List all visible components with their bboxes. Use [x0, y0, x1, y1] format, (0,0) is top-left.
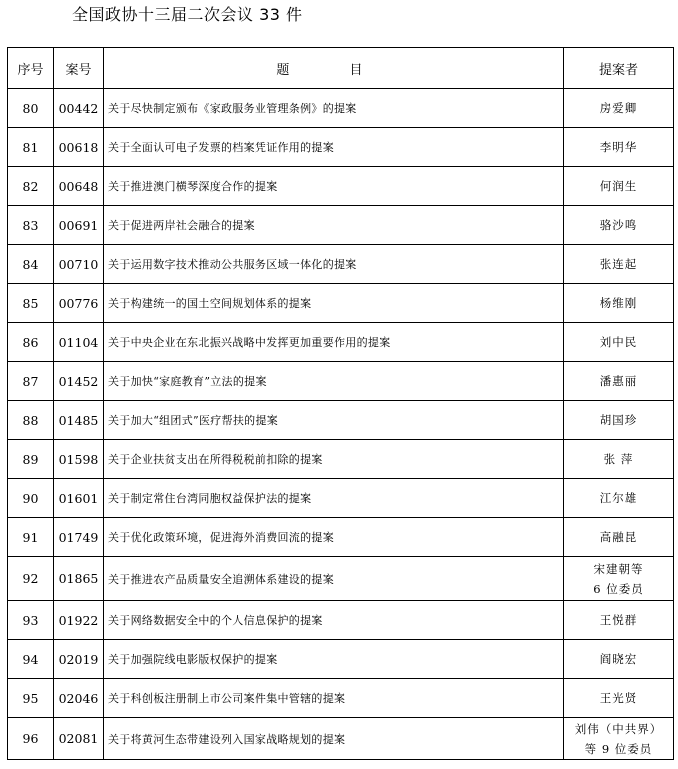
page-title: 全国政协十三届二次会议 33 件	[72, 5, 303, 24]
proposals-table	[7, 47, 674, 760]
table-row	[8, 601, 674, 640]
row-case-no: 00648	[54, 167, 104, 206]
row-seq: 80	[8, 89, 54, 128]
row-case-no: 00776	[54, 284, 104, 323]
row-proposer	[564, 557, 674, 601]
row-topic: 关于网络数据安全中的个人信息保护的提案	[104, 601, 564, 640]
row-topic: 关于促进两岸社会融合的提案	[104, 206, 564, 245]
row-case-no: 01749	[54, 518, 104, 557]
table-header-row	[8, 48, 674, 89]
row-proposer	[564, 718, 674, 760]
row-proposer	[564, 518, 674, 557]
row-seq: 96	[8, 718, 54, 760]
row-case-no: 00710	[54, 245, 104, 284]
row-proposer-name: 骆沙鸣	[599, 218, 638, 232]
row-proposer-name: 何润生	[599, 179, 638, 193]
row-proposer-name: 江尔雄	[599, 491, 638, 505]
row-proposer-name: 王光贤	[599, 691, 638, 705]
row-topic: 关于制定常住台湾同胞权益保护法的提案	[104, 479, 564, 518]
row-proposer-name: 阎晓宏	[599, 652, 638, 666]
row-case-no: 01865	[54, 557, 104, 601]
row-seq: 83	[8, 206, 54, 245]
row-proposer-name: 潘惠丽	[599, 374, 638, 388]
row-proposer-name: 房爱卿	[599, 101, 638, 115]
row-proposer	[564, 640, 674, 679]
row-case-no: 01598	[54, 440, 104, 479]
row-topic: 关于运用数字技术推动公共服务区域一体化的提案	[104, 245, 564, 284]
row-proposer	[564, 401, 674, 440]
row-proposer	[564, 440, 674, 479]
row-seq: 89	[8, 440, 54, 479]
row-seq: 90	[8, 479, 54, 518]
row-case-no: 01104	[54, 323, 104, 362]
row-topic: 关于将黄河生态带建设列入国家战略规划的提案	[104, 718, 564, 760]
row-topic: 关于推进澳门横琴深度合作的提案	[104, 167, 564, 206]
row-proposer	[564, 362, 674, 401]
row-case-no: 01922	[54, 601, 104, 640]
row-case-no: 01485	[54, 401, 104, 440]
row-proposer	[564, 323, 674, 362]
table-row	[8, 401, 674, 440]
table-row	[8, 679, 674, 718]
row-proposer-count: 等 9 位委员	[584, 741, 653, 756]
table-row	[8, 362, 674, 401]
row-case-no: 00442	[54, 89, 104, 128]
row-seq: 92	[8, 557, 54, 601]
row-case-no: 00691	[54, 206, 104, 245]
row-proposer	[564, 206, 674, 245]
table-row	[8, 718, 674, 760]
row-seq: 84	[8, 245, 54, 284]
row-proposer-name: 宋建朝等	[593, 561, 644, 576]
header-topic-label: 题 目	[276, 62, 391, 78]
table-row	[8, 167, 674, 206]
row-proposer-name: 胡国珍	[599, 413, 638, 427]
header-proposer: 提案者	[564, 48, 674, 89]
row-topic: 关于推进农产品质量安全追溯体系建设的提案	[104, 557, 564, 601]
row-seq: 88	[8, 401, 54, 440]
table-row	[8, 128, 674, 167]
table-row	[8, 557, 674, 601]
row-topic: 关于中央企业在东北振兴战略中发挥更加重要作用的提案	[104, 323, 564, 362]
header-seq: 序号	[8, 48, 54, 89]
row-seq: 94	[8, 640, 54, 679]
header-case-no: 案号	[54, 48, 104, 89]
row-proposer	[564, 679, 674, 718]
row-case-no: 01601	[54, 479, 104, 518]
row-topic: 关于尽快制定颁布《家政服务业管理条例》的提案	[104, 89, 564, 128]
row-proposer	[564, 284, 674, 323]
row-seq: 86	[8, 323, 54, 362]
row-topic: 关于加强院线电影版权保护的提案	[104, 640, 564, 679]
table-body	[8, 89, 674, 760]
row-proposer-name: 张 萍	[603, 452, 634, 466]
row-case-no: 02046	[54, 679, 104, 718]
table-row	[8, 284, 674, 323]
row-topic: 关于加大“组团式”医疗帮扶的提案	[104, 401, 564, 440]
header-topic	[104, 48, 564, 89]
row-topic: 关于构建统一的国土空间规划体系的提案	[104, 284, 564, 323]
row-proposer-count: 6 位委员	[593, 581, 644, 596]
row-seq: 85	[8, 284, 54, 323]
row-proposer	[564, 128, 674, 167]
table-row	[8, 206, 674, 245]
table-row	[8, 479, 674, 518]
row-proposer-name: 王悦群	[599, 613, 638, 627]
row-seq: 81	[8, 128, 54, 167]
table-row	[8, 245, 674, 284]
row-proposer	[564, 479, 674, 518]
row-proposer-name: 张连起	[599, 257, 638, 271]
row-proposer-name: 李明华	[599, 140, 638, 154]
row-seq: 87	[8, 362, 54, 401]
row-proposer-name: 刘伟（中共界）	[574, 721, 663, 736]
row-topic: 关于科创板注册制上市公司案件集中管辖的提案	[104, 679, 564, 718]
row-seq: 91	[8, 518, 54, 557]
row-proposer-name: 杨维刚	[599, 296, 638, 310]
row-topic: 关于全面认可电子发票的档案凭证作用的提案	[104, 128, 564, 167]
table-row	[8, 89, 674, 128]
row-seq: 82	[8, 167, 54, 206]
row-proposer	[564, 89, 674, 128]
row-proposer-name: 刘中民	[599, 335, 638, 349]
row-seq: 93	[8, 601, 54, 640]
table-row	[8, 640, 674, 679]
row-case-no: 00618	[54, 128, 104, 167]
row-topic: 关于加快“家庭教育”立法的提案	[104, 362, 564, 401]
row-proposer	[564, 245, 674, 284]
row-seq: 95	[8, 679, 54, 718]
row-case-no: 02081	[54, 718, 104, 760]
row-proposer-name: 高融昆	[599, 530, 638, 544]
table-row	[8, 440, 674, 479]
row-topic: 关于优化政策环境，促进海外消费回流的提案	[104, 518, 564, 557]
row-case-no: 01452	[54, 362, 104, 401]
table-row	[8, 518, 674, 557]
table-row	[8, 323, 674, 362]
row-topic: 关于企业扶贫支出在所得税税前扣除的提案	[104, 440, 564, 479]
row-proposer	[564, 601, 674, 640]
row-case-no: 02019	[54, 640, 104, 679]
row-proposer	[564, 167, 674, 206]
